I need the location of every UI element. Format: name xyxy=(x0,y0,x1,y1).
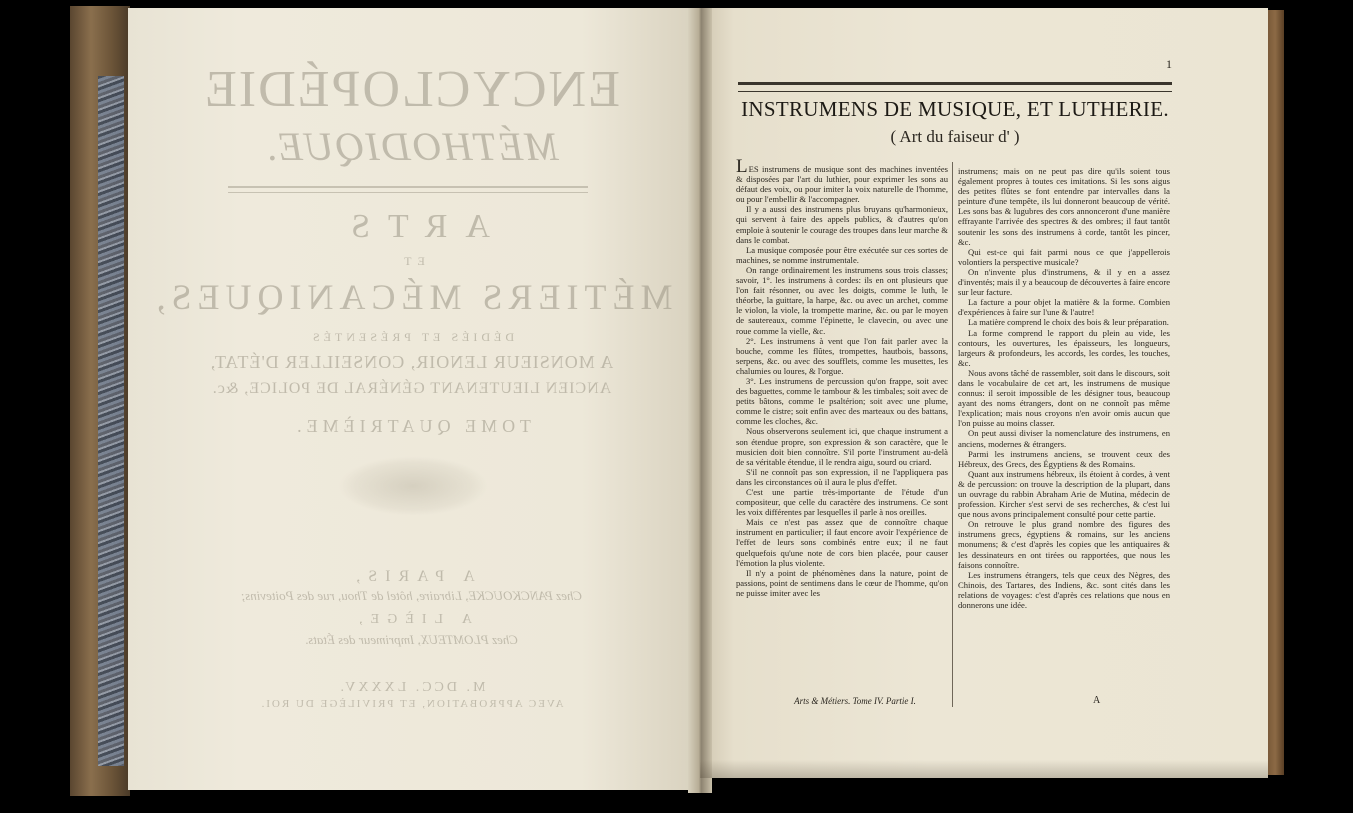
paragraph: On n'invente plus d'instrumens, & il y en a assez d'inventés; mais il y a beaucoup de découvertes à faire encore sur leur facture. xyxy=(958,266,1171,298)
paragraph: 3°. Les instrumens de percussion qu'on frappe, soit avec des baguettes, comme le tambour & les timbales; soit avec de petits bâtons, comme le psaltérion; soit avec une plume, comme le cistre; soit enfin avec des marteaux ou des battans, comme les cloches, &c. xyxy=(736,375,948,427)
paragraph: Qui est-ce qui fait parmi nous ce que j'appellerois volontiers la perspective musicale? xyxy=(958,246,1170,267)
page-footer: Arts & Métiers. Tome IV. Partie I. xyxy=(794,696,916,706)
header-rule xyxy=(738,82,1172,92)
paragraph: On peut aussi diviser la nomenclature des instrumens, en anciens, modernes & étrangers. xyxy=(958,428,1170,449)
page-shadow xyxy=(700,760,1268,778)
paragraph: On retrouve le plus grand nombre des figures des instrumens grecs, égyptiens & romains, sur les anciens monumens; & c'est d'après les copies que les antiquaires & les dessinateurs en ont tirées ou rapportées, que nous les faisons connoître. xyxy=(958,519,1170,570)
paragraph: Parmi les instrumens anciens, se trouvent ceux des Hébreux, des Grecs, des Égyptiens & des Romains. xyxy=(958,448,1170,469)
paragraph: instrumens; mais on ne peut pas dire qu'ils soient tous également propres à toutes ces imitations. Si les sons aigus des petites flûtes se font entendre par intervalles dans la peinture d'une tempête, ils lui donneront beaucoup de vérité. Les sons bas & lugubres des cors annonceront d'une manière effrayante l'arrivée des spectres & des ombres; il faut tantôt soutenir les sons des instrumens à corde, tantôt les pincer, &c. xyxy=(958,166,1170,247)
ghost-line: ANCIEN LIEUTENANT GÉNÉRAL DE POLICE, &c. xyxy=(211,380,612,397)
ghost-rule xyxy=(228,186,588,193)
paragraph-text: ES instrumens de musique sont des machines inventées & disposées par l'art du luthier, pour exprimer les sons au défaut des voix, ou pour imiter la voix naturelle de l'homme, ou pour l'embellir & l'accompagner. xyxy=(736,164,948,205)
paragraph: Il n'y a point de phénomènes dans la nature, point de passions, point de sentimens dans le cœur de l'homme, qu'on ne puisse imiter avec les xyxy=(736,567,948,598)
drop-cap: L xyxy=(736,156,749,177)
paragraph: 2°. Les instrumens à vent que l'on fait parler avec la bouche, comme les flûtes, trompettes, hautbois, bassons, serpens, &c. ou avec des soufflets, comme les musettes, les chalumies ou loures, & l'orgue. xyxy=(736,335,948,376)
text-column-right xyxy=(958,166,1170,610)
paragraph: Les instrumens étrangers, tels que ceux des Nègres, des Chinois, des Tartares, des Indiens, &c. sont cités dans les relations de voyages: c'est d'après ces relations que nous en donnerons une idée. xyxy=(958,569,1170,611)
left-cover-binding xyxy=(70,6,130,796)
ghost-line: DÉDIÉS ET PRÉSENTÉS xyxy=(308,330,515,344)
paragraph: La musique composée pour être exécutée sur ces sortes de machines, se nomme instrumentale. xyxy=(736,244,948,265)
ghost-line: MÉTIERS MÉCANIQUES, xyxy=(150,277,673,317)
column-divider xyxy=(952,162,953,707)
bleed-through-title-page xyxy=(128,8,695,790)
paragraph: Quant aux instrumens hébreux, ils étoient à cordes, à vent & de percussion: on trouve la description de la plupart, dans un ouvrage du rabbin Abraham Arie de Mutina, médecin de profession. Kircher s'est servi de ses recherches, & c'est lui que nous avons principalement consulté pour cette partie. xyxy=(958,468,1170,520)
paragraph: Il y a aussi des instrumens plus bruyans qu'harmonieux, qui servent à faire des appels publics, & d'autres qu'on emploie à soutenir le courage des troupes dans leur marche & dans le combat. xyxy=(736,204,948,245)
signature-mark: A xyxy=(1093,695,1101,706)
ghost-line: Chez PLOMTEUX, Imprimeur des États. xyxy=(304,632,519,647)
text-column-left xyxy=(736,156,948,598)
ghost-line: A PARIS, xyxy=(348,568,475,585)
page-subtitle: ( Art du faiseur d' ) xyxy=(890,127,1020,146)
paragraph: C'est une partie très-importante de l'étude d'un compositeur, que celle du caractère des instrumens. Ce sont les voix différentes par lesquelles il parle à nos oreilles. xyxy=(736,487,948,518)
paragraph: Mais ce n'est pas assez que de connoître chaque instrument en particulier; il faut encore avoir l'expérience de l'effet de leurs sons combinés entre eux; il ne faut quelquefois qu'une note de cors bien placée, pour causer l'émotion la plus violente. xyxy=(736,517,948,568)
paragraph: La matière comprend le choix des bois & leur préparation. xyxy=(968,317,1169,328)
paragraph: S'il ne connoît pas son expression, il ne l'appliquera pas dans les circonstances où il aura le plus d'effet. xyxy=(736,466,948,487)
book-gutter xyxy=(688,8,712,793)
ghost-line: A MONSIEUR LENOIR, CONSEILLER D'ÉTAT, xyxy=(209,352,614,372)
ghost-line: A LIÈGE, xyxy=(351,612,472,627)
ghost-line: AVEC APPROBATION, ET PRIVILÈGE DU ROI. xyxy=(259,698,564,710)
ghost-line: MÉTHODIQUE. xyxy=(264,124,559,169)
paragraph: Nous avons tâché de rassembler, soit dans le discours, soit dans le vocabulaire de cet art, les instrumens de musique connus: il seroit impossible de les désigner tous, beaucoup ayant des noms étrangers, dont on ne connoît pas même l'explication; mais nous croyons n'en avoir omis aucun que l'on puisse au moins classer. xyxy=(958,367,1170,429)
paragraph xyxy=(736,156,948,205)
paragraph: Nous observerons seulement ici, que chaque instrument a son étendue propre, son expression & son caractère, que le musicien doit bien connoître. S'il porte l'instrument au-delà de sa véritable étendue, il le rendra aigu, sourd ou criard. xyxy=(736,426,948,467)
ghost-ornament xyxy=(338,456,488,516)
ghost-line: ENCYCLOPÉDIE xyxy=(203,61,620,118)
ghost-line: Chez PANCKOUCKE, Libraire, hôtel de Thou, rue des Poitevins; xyxy=(240,588,583,603)
ghost-line: TOME QUATRIÈME. xyxy=(292,416,531,436)
page-number: 1 xyxy=(1166,57,1172,71)
paragraph: On range ordinairement les instrumens sous trois classes; savoir, 1°. les instrumens à cordes: ils en ont plusieurs que l'on fait résonner, ou avec les doigts, comme le luth, le théorbe, la guittare, la harpe, &c. ou avec un archet, comme le violon, la viole, la trompette marine, &c. ou par le moyen de sautereaux, comme l'épinette, le clavecin, ou avec une roue comme la vielle, &c. xyxy=(736,264,948,336)
ghost-line: ET xyxy=(398,254,425,268)
paragraph: La facture a pour objet la matière & la forme. Combien d'expériences à faire sur l'une & l'autre! xyxy=(958,297,1170,318)
paragraph: La forme comprend le rapport du plein au vide, les contours, les ouvertures, les épaisseurs, les longueurs, largeurs & profondeurs, les accords, les cordes, les touches, &c. xyxy=(958,327,1170,368)
ghost-line: M. DCC. LXXXV. xyxy=(337,680,486,695)
page-title: INSTRUMENS DE MUSIQUE, ET LUTHERIE. xyxy=(741,97,1169,121)
marbled-endpaper xyxy=(98,76,124,766)
ghost-line: ARTS xyxy=(333,208,490,245)
